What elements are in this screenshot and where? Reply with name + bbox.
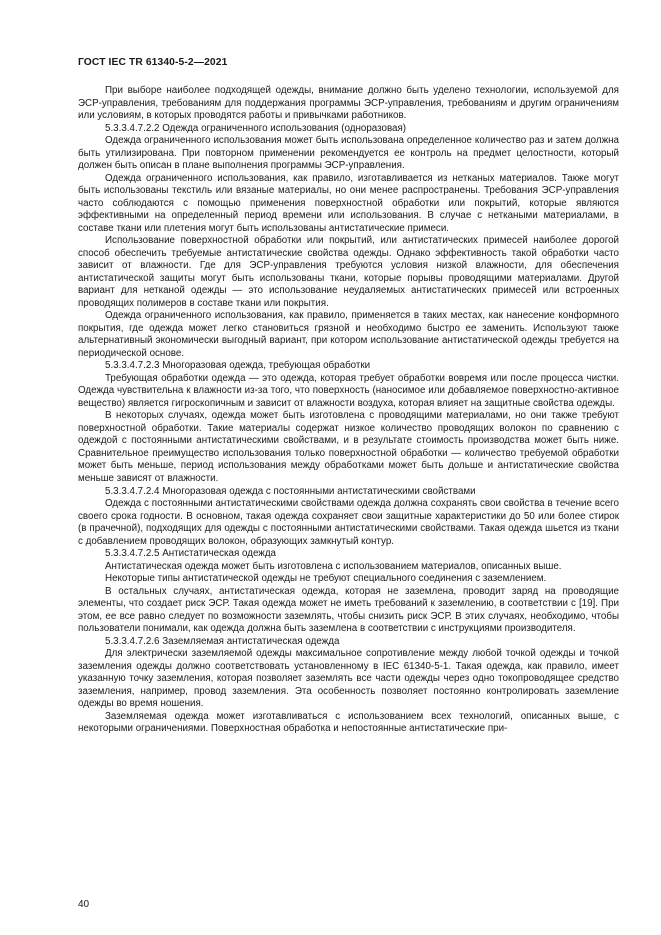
section-heading-5-3-3-4-7-2-2: 5.3.3.4.7.2.2 Одежда ограниченного использования (одноразовая)	[105, 122, 407, 134]
paragraph: В остальных случаях, антистатическая одежда, которая не заземлена, проводит заряд на проводящие элементы, что создает риск ЭСР. Такая одежда может не иметь требований к заземлению, в соответствии с [19]. При этом, ее все равно следует по возможности заземлять, чтобы снизить риск ЭСР. В этих случаях, необходимо, чтобы пользователи понимали, как одежда должна быть заземлена в соответствии с инструкциями производителя.	[78, 585, 619, 635]
page-number: 40	[78, 899, 90, 910]
section-heading-5-3-3-4-7-2-6: 5.3.3.4.7.2.6 Заземляемая антистатическая одежда	[105, 635, 340, 647]
paragraph: Для электрически заземляемой одежды максимальное сопротивление между любой точкой одежды и точкой заземления одежды должно соответствовать установленному в IEC 61340-5-1. Такая одежда, как правило, имеет указанную точку заземления, которая позволяет заземлять все части одежды через одно токопроводящее средство заземления, например, провод заземления. Эта особенность позволяет постоянно контролировать заземление одежды во время ношения.	[78, 648, 619, 710]
section-heading-5-3-3-4-7-2-3: 5.3.3.4.7.2.3 Многоразовая одежда, требующая обработки	[105, 360, 371, 372]
paragraph: Одежда ограниченного использования, как правило, изготавливается из нетканых материалов. Также могут быть использованы текстиль или вязаные материалы, но они менее распространены. Требования ЭСР-управления часто соблюдаются с помощью применения поверхностной обработки или покрытий, которые являются эффективными на определенный период времени или использования. В случае с неткаными материалами, в составе ткани или плетения могут быть использованы антистатические примеси.	[78, 172, 619, 234]
standard-header: ГОСТ IEC TR 61340-5-2—2021	[78, 57, 228, 68]
paragraph: Одежда ограниченного использования, как правило, применяется в таких местах, как нанесение конформного покрытия, где одежда может легко становиться грязной и необходимо быстро ее заменить. Используют также альтернативный экономически выгодный вариант, при котором использование антистатической одежды требуется на периодической основе.	[78, 310, 619, 359]
paragraph: В некоторых случаях, одежда может быть изготовлена с проводящими материалами, но они также требуют поверхностной обработки. Такие материалы содержат низкое количество проводящих волокон по сравнению с одеждой с постоянными антистатическими свойствами, и в результате стоимость производства может быть ниже. Сравнительное преимущество использования только поверхностной обработки — количество требуемой обработки может быть меньше, период использования между обработками может быть дольше и антистатические свойства меньше зависят от влажности.	[78, 410, 619, 484]
document-body	[78, 85, 619, 736]
paragraph: Антистатическая одежда может быть изготовлена с использованием материалов, описанных выше.	[105, 560, 562, 572]
section-heading-5-3-3-4-7-2-5: 5.3.3.4.7.2.5 Антистатическая одежда	[105, 548, 277, 560]
paragraph: Заземляемая одежда может изготавливаться с использованием всех технологий, описанных выше, с некоторыми ограничениями. Поверхностная обработка и непостоянные антистатические при-	[78, 710, 619, 735]
paragraph: Использование поверхностной обработки или покрытий, или антистатических примесей наиболее дорогой способ обеспечить требуемые антистатические свойства одежды. Однако эффективность такой обработки часто зависит от влажности. Где для ЭСР-управления требуются условия низкой влажности, для обеспечения антистатической защиты могут быть использованы ткани, которые порывы проводящими материалами. Другой вариант для нетканой одежды — это использование неудаляемых антистатических примесей или встроенных проводящих полимеров в составе ткани или покрытия.	[78, 235, 619, 309]
paragraph: Некоторые типы антистатической одежды не требуют специального соединения с заземлением.	[105, 573, 547, 585]
paragraph: Одежда ограниченного использования может быть использована определенное количество раз и затем должна быть утилизирована. При повторном применении рекомендуется ее контроль на предмет целостности, который должен быть описан в плане выполнения программы ЭСР-управления.	[78, 135, 619, 172]
paragraph: Требующая обработки одежда — это одежда, которая требует обработки вовремя или после процесса чистки. Одежда чувствительна к влажности из-за того, что поверхность (наносимое или добавляемое поверхностно-активное вещество) является гигроскопичным и зависит от влажности воздуха, которая влияет на защитные свойства одежды.	[78, 372, 619, 409]
section-heading-5-3-3-4-7-2-4: 5.3.3.4.7.2.4 Многоразовая одежда с постоянными антистатическими свойствами	[105, 485, 476, 497]
paragraph: Одежда с постоянными антистатическими свойствами одежда должна сохранять свои свойства в течение всего своего срока годности. В основном, такая одежда сохраняет свои защитные характеристики до 50 или более стирок (в прачечной), подходящих для одежды с постоянными антистатическими свойствами. Такая одежда шьется из ткани с добавлением проводящих волокон, образующих замкнутый контур.	[78, 498, 619, 547]
paragraph-intro: При выборе наиболее подходящей одежды, внимание должно быть уделено технологии, используемой для ЭСР-управления, требованиям для поддержания программы ЭСР-управления, требованиям и другим ограничениям или условиям, в которых проводятся работы и привычками работников.	[78, 85, 619, 122]
